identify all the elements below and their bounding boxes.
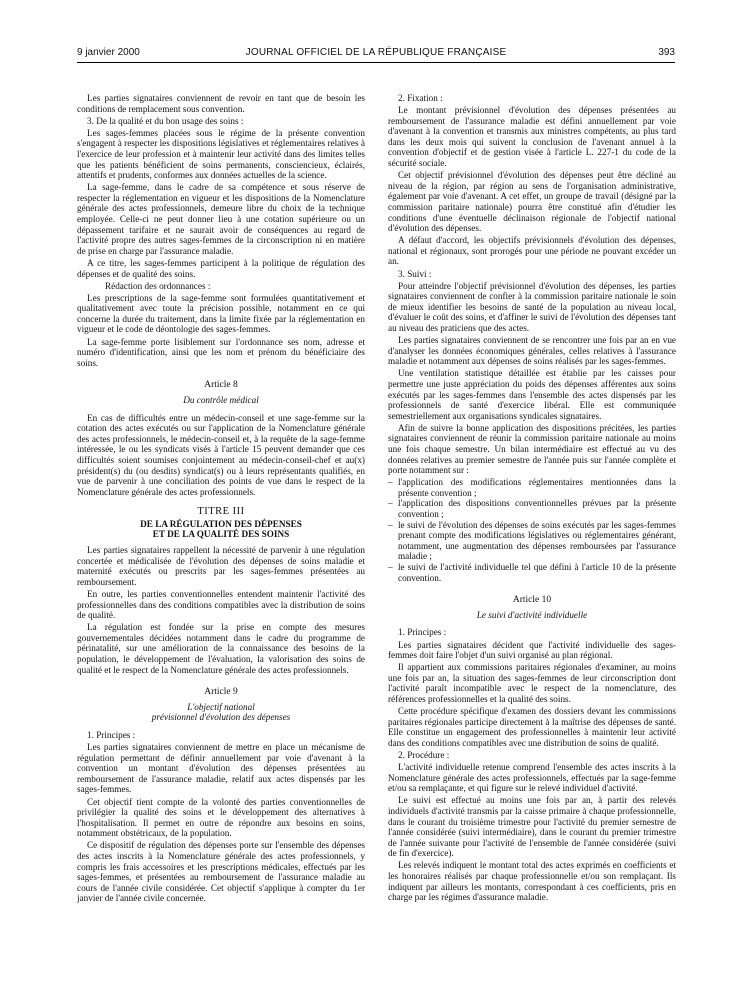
- article-9-title: Article 9: [204, 687, 238, 698]
- header-rule: [77, 62, 675, 63]
- titre-heading: TITRE III: [197, 506, 245, 518]
- article-10-title: Article 10: [512, 595, 552, 606]
- paragraph: Le suivi est effectué au moins une fois par an, à partir des relevés individuels d'activité transmis par la caisse primaire à chaque professionnelle, dans le courant du troisième trimestre pour l'activité du premier semestre de l'année considérée (suivi intermédiaire), dans le courant du premier trimestre de l'année suivante pour l'activité de l'ensemble de l'année considérée (suivi de fin d'exercice).: [388, 795, 676, 859]
- paragraph: A défaut d'accord, les objectifs prévisionnels d'évolution des dépenses, national et régionaux, sont prorogés pour une période ne pouvant excéder un an.: [388, 235, 676, 267]
- right-column: [388, 93, 676, 973]
- article-10-subtitle: Le suivi d'activité individuelle: [476, 609, 588, 620]
- paragraph: Cet objectif tient compte de la volonté des parties conventionnelles de privilégier la qualité des soins et le développement des alternatives à l'hospitalisation. Il permet en outre de répondre aux besoins en soins, notamment obstétricaux, de la population.: [77, 796, 365, 839]
- paragraph: Les relevés indiquent le montant total des actes exprimés en coefficients et les honoraires réalisés par chaque professionnelle et/ou son remplaçant. Ils indiquent par ailleurs les montants, correspondant à ces coefficients, pris en charge par les régimes d'assurance maladie.: [388, 860, 676, 903]
- section-heading: 3. De la qualité et du bon usage des soins :: [87, 115, 244, 126]
- paragraph: Pour atteindre l'objectif prévisionnel d'évolution des dépenses, les parties signataires conviennent de confier à la commission paritaire nationale le soin de mieux identifier les besoins de santé de la population au niveau local, d'évaluer le coût des soins, et d'affiner le suivi de l'évolution des dépenses tant au niveau des praticiens que des actes.: [388, 280, 676, 333]
- paragraph: En outre, les parties conventionnelles entendent maintenir l'activité des professionnelles dans des conditions compatibles avec la distribution de soins de qualité.: [77, 588, 365, 621]
- paragraph: Une ventilation statistique détaillée est établie par les caisses pour permettre une juste appréciation du poids des dépenses afférentes aux soins exécutés par les sages-femmes dans l'ensemble des actes dispensés par les professionnels de santé d'exercice libéral. Elle est communiquée semestriellement aux organisations syndicales signataires.: [388, 368, 676, 421]
- article-8-subtitle: Du contrôle médical: [183, 394, 259, 405]
- list-item: – l'application des modifications réglementaires mentionnées dans la présente convention ;: [388, 477, 676, 498]
- paragraph: Ce dispositif de régulation des dépenses porte sur l'ensemble des dépenses des actes inscrits à la Nomenclature générale des actes professionnels, y compris les frais accessoires et les prescriptions médicales, effectués par les sages-femmes, et présentées au remboursement de l'assurance maladie au cours de l'année civile considérée. Cet objectif s'applique à compter du 1er janvier de l'année civile concernée.: [77, 840, 365, 904]
- paragraph: Les prescriptions de la sage-femme sont formulées quantitativement et qualitativement avec toute la précision possible, notamment en ce qui concerne la durée du traitement, dans la limite fixée par la réglementation en vigueur et le code de déontologie des sages-femmes.: [77, 292, 365, 335]
- left-column: [77, 93, 365, 973]
- list-item: – l'application des dispositions conventionnelles prévues par la présente convention ;: [388, 498, 676, 519]
- paragraph: Les parties signataires rappellent la nécessité de parvenir à une régulation concertée et médicalisée de l'évolution des dépenses de soins maladie et maternité exécutés ou prescrits par les sages-femmes présentées au remboursement.: [77, 545, 365, 587]
- page-header: [77, 47, 675, 61]
- section-heading: Rédaction des ordonnances :: [105, 280, 211, 291]
- paragraph: Les parties signataires conviennent de revoir en tant que de besoin les conditions de remplacement sous convention.: [77, 93, 365, 114]
- article-9-subtitle-line: L'objectif national: [187, 701, 255, 712]
- article-8-title: Article 8: [204, 380, 238, 391]
- paragraph: Il appartient aux commissions paritaires régionales d'examiner, au moins une fois par an, la situation des sages-femmes de leur circonscription dont l'activité paraît incompatible avec le respect de la nomenclature, des références professionnelles et la qualité des soins.: [388, 662, 676, 704]
- titre-subheading-line: ET DE LA QUALITÉ DES SOINS: [152, 529, 290, 540]
- dash-list: [388, 477, 676, 583]
- paragraph: L'activité individuelle retenue comprend l'ensemble des actes inscrits à la Nomenclature générale des actes professionnels, effectués par la sage-femme et/ou sa remplaçante, et qui figure sur le relevé individuel d'activité.: [388, 762, 676, 794]
- paragraph: Les parties signataires décident que l'activité individuelle des sages-femmes doit faire l'objet d'un suivi organisé au plan régional.: [388, 639, 676, 661]
- paragraph: Les sages-femmes placées sous le régime de la présente convention s'engagent à respecter les dispositions législatives et réglementaires relatives à l'exercice de leur profession et à maintenir leur activité dans des limites telles que les patients bénéficient de soins permanents, consciencieux, éclairés, attentifs et prudents, conformes aux données actuelles de la science.: [77, 127, 365, 181]
- article-9-subtitle-line: prévisionnel d'évolution des dépenses: [151, 712, 291, 723]
- paragraph: La sage-femme, dans le cadre de sa compétence et sous réserve de respecter la réglementation en vigueur et les dispositions de la Nomenclature générale des actes professionnels, demeure libre du choix de la technique employée. Celle-ci ne peut donner lieu à une cotation supérieure ou un dépassement tarifaire et ne saurait avoir de conséquences au regard de l'activité propre des autres sages-femmes de la circonscription ni en matière de prise en charge par l'assurance maladie.: [77, 182, 365, 256]
- section-heading: 1. Principes :: [87, 729, 136, 740]
- list-item: – le suivi de l'activité individuelle tel que défini à l'article 10 de la présente convention.: [388, 562, 676, 583]
- paragraph: A ce titre, les sages-femmes participent à la politique de régulation des dépenses et de qualité des soins.: [77, 257, 365, 279]
- section-heading: 2. Fixation :: [398, 93, 443, 103]
- paragraph: Cette procédure spécifique d'examen des dossiers devant les commissions paritaires régionales participe directement à la maîtrise des dépenses de santé. Elle constitue un engagement des professionnelles à maintenir leur activité dans des conditions compatibles avec une distribution de soins de qualité.: [388, 706, 676, 748]
- titre-subheading: [77, 519, 365, 540]
- header-title: JOURNAL OFFICIEL DE LA RÉPUBLIQUE FRANÇAISE: [245, 47, 507, 58]
- header-page-number: 393: [658, 47, 675, 58]
- header-date: 9 janvier 2000: [77, 47, 140, 58]
- paragraph: La sage-femme porte lisiblement sur l'ordonnance ses nom, adresse et numéro d'identification, ainsi que les nom et prénom du bénéficiaire des soins.: [77, 336, 365, 368]
- list-item: – le suivi de l'évolution des dépenses de soins exécutés par les sages-femmes prenant compte des modifications législatives ou réglementaires générant, notamment, une augmentation des dépenses remboursées par l'assurance maladie ;: [388, 520, 676, 562]
- paragraph: Les parties signataires conviennent de se rencontrer une fois par an en vue d'analyser les données économiques générales, celles relatives à l'assurance maladie et notamment aux dépenses de soins réalisés par les sages-femmes.: [388, 335, 676, 367]
- paragraph: Le montant prévisionnel d'évolution des dépenses présentées au remboursement de l'assurance maladie est défini annuellement par voie d'avenant à la convention et transmis aux ministres compétents, au plus tard dans les deux mois qui suivent la conclusion de l'avenant annuel à la convention d'objectif et de gestion visée à l'article L. 227-1 du code de la sécurité sociale.: [388, 105, 676, 169]
- section-heading: 2. Procédure :: [398, 749, 450, 760]
- article-9-subtitle: [77, 702, 365, 723]
- paragraph: Cet objectif prévisionnel d'évolution des dépenses peut être décliné au niveau de la région, par région au sens de l'organisation administrative, également par voie d'avenant. A cet effet, un groupe de travail (désigné par la commission paritaire nationale) pourra être constitué afin d'étudier les conditions d'une éventuelle déclinaison régionale de l'objectif national d'évolution des dépenses.: [388, 170, 676, 234]
- section-heading: 3. Suivi :: [398, 268, 432, 279]
- section-heading: 1. Principes :: [398, 627, 447, 638]
- paragraph: En cas de difficultés entre un médecin-conseil et une sage-femme sur la cotation des actes exécutés ou sur l'application de la Nomenclature générale des actes professionnels, le médecin-conseil et, à la requête de la sage-femme intéressée, le ou les syndicats visés à l'article 15 peuvent demander que ces difficultés soient soumises conjointement au médecin-conseil-chef et au(x) président(s) du (ou desdits) syndicat(s) ou à leurs représentants qualifiés, en vue de parvenir à une conciliation des points de vue dans le respect de la Nomenclature générale des actes professionnels.: [77, 412, 365, 497]
- paragraph: La régulation est fondée sur la prise en compte des mesures gouvernementales décidées notamment dans le cadre du programme de périnatalité, sur une amélioration de la connaissance des besoins de la population, le développement de l'évaluation, la valorisation des soins de qualité et le respect de la Nomenclature générale des actes professionnels.: [77, 622, 365, 675]
- titre-subheading-line: DE LA RÉGULATION DES DÉPENSES: [140, 518, 302, 529]
- paragraph: Afin de suivre la bonne application des dispositions précitées, les parties signataires conviennent de réunir la commission paritaire nationale au moins une fois chaque semestre. Un bilan intermédiaire est effectué au vu des données relatives au premier semestre de l'année puis sur l'année complète et porte notamment sur :: [388, 422, 676, 476]
- paragraph: Les parties signataires conviennent de mettre en place un mécanisme de régulation permettant de définir annuellement par voie d'avenant à la convention un montant d'évolution des dépenses présentées au remboursement de l'assurance maladie, relatif aux actes dispensés par les sages-femmes.: [77, 742, 365, 795]
